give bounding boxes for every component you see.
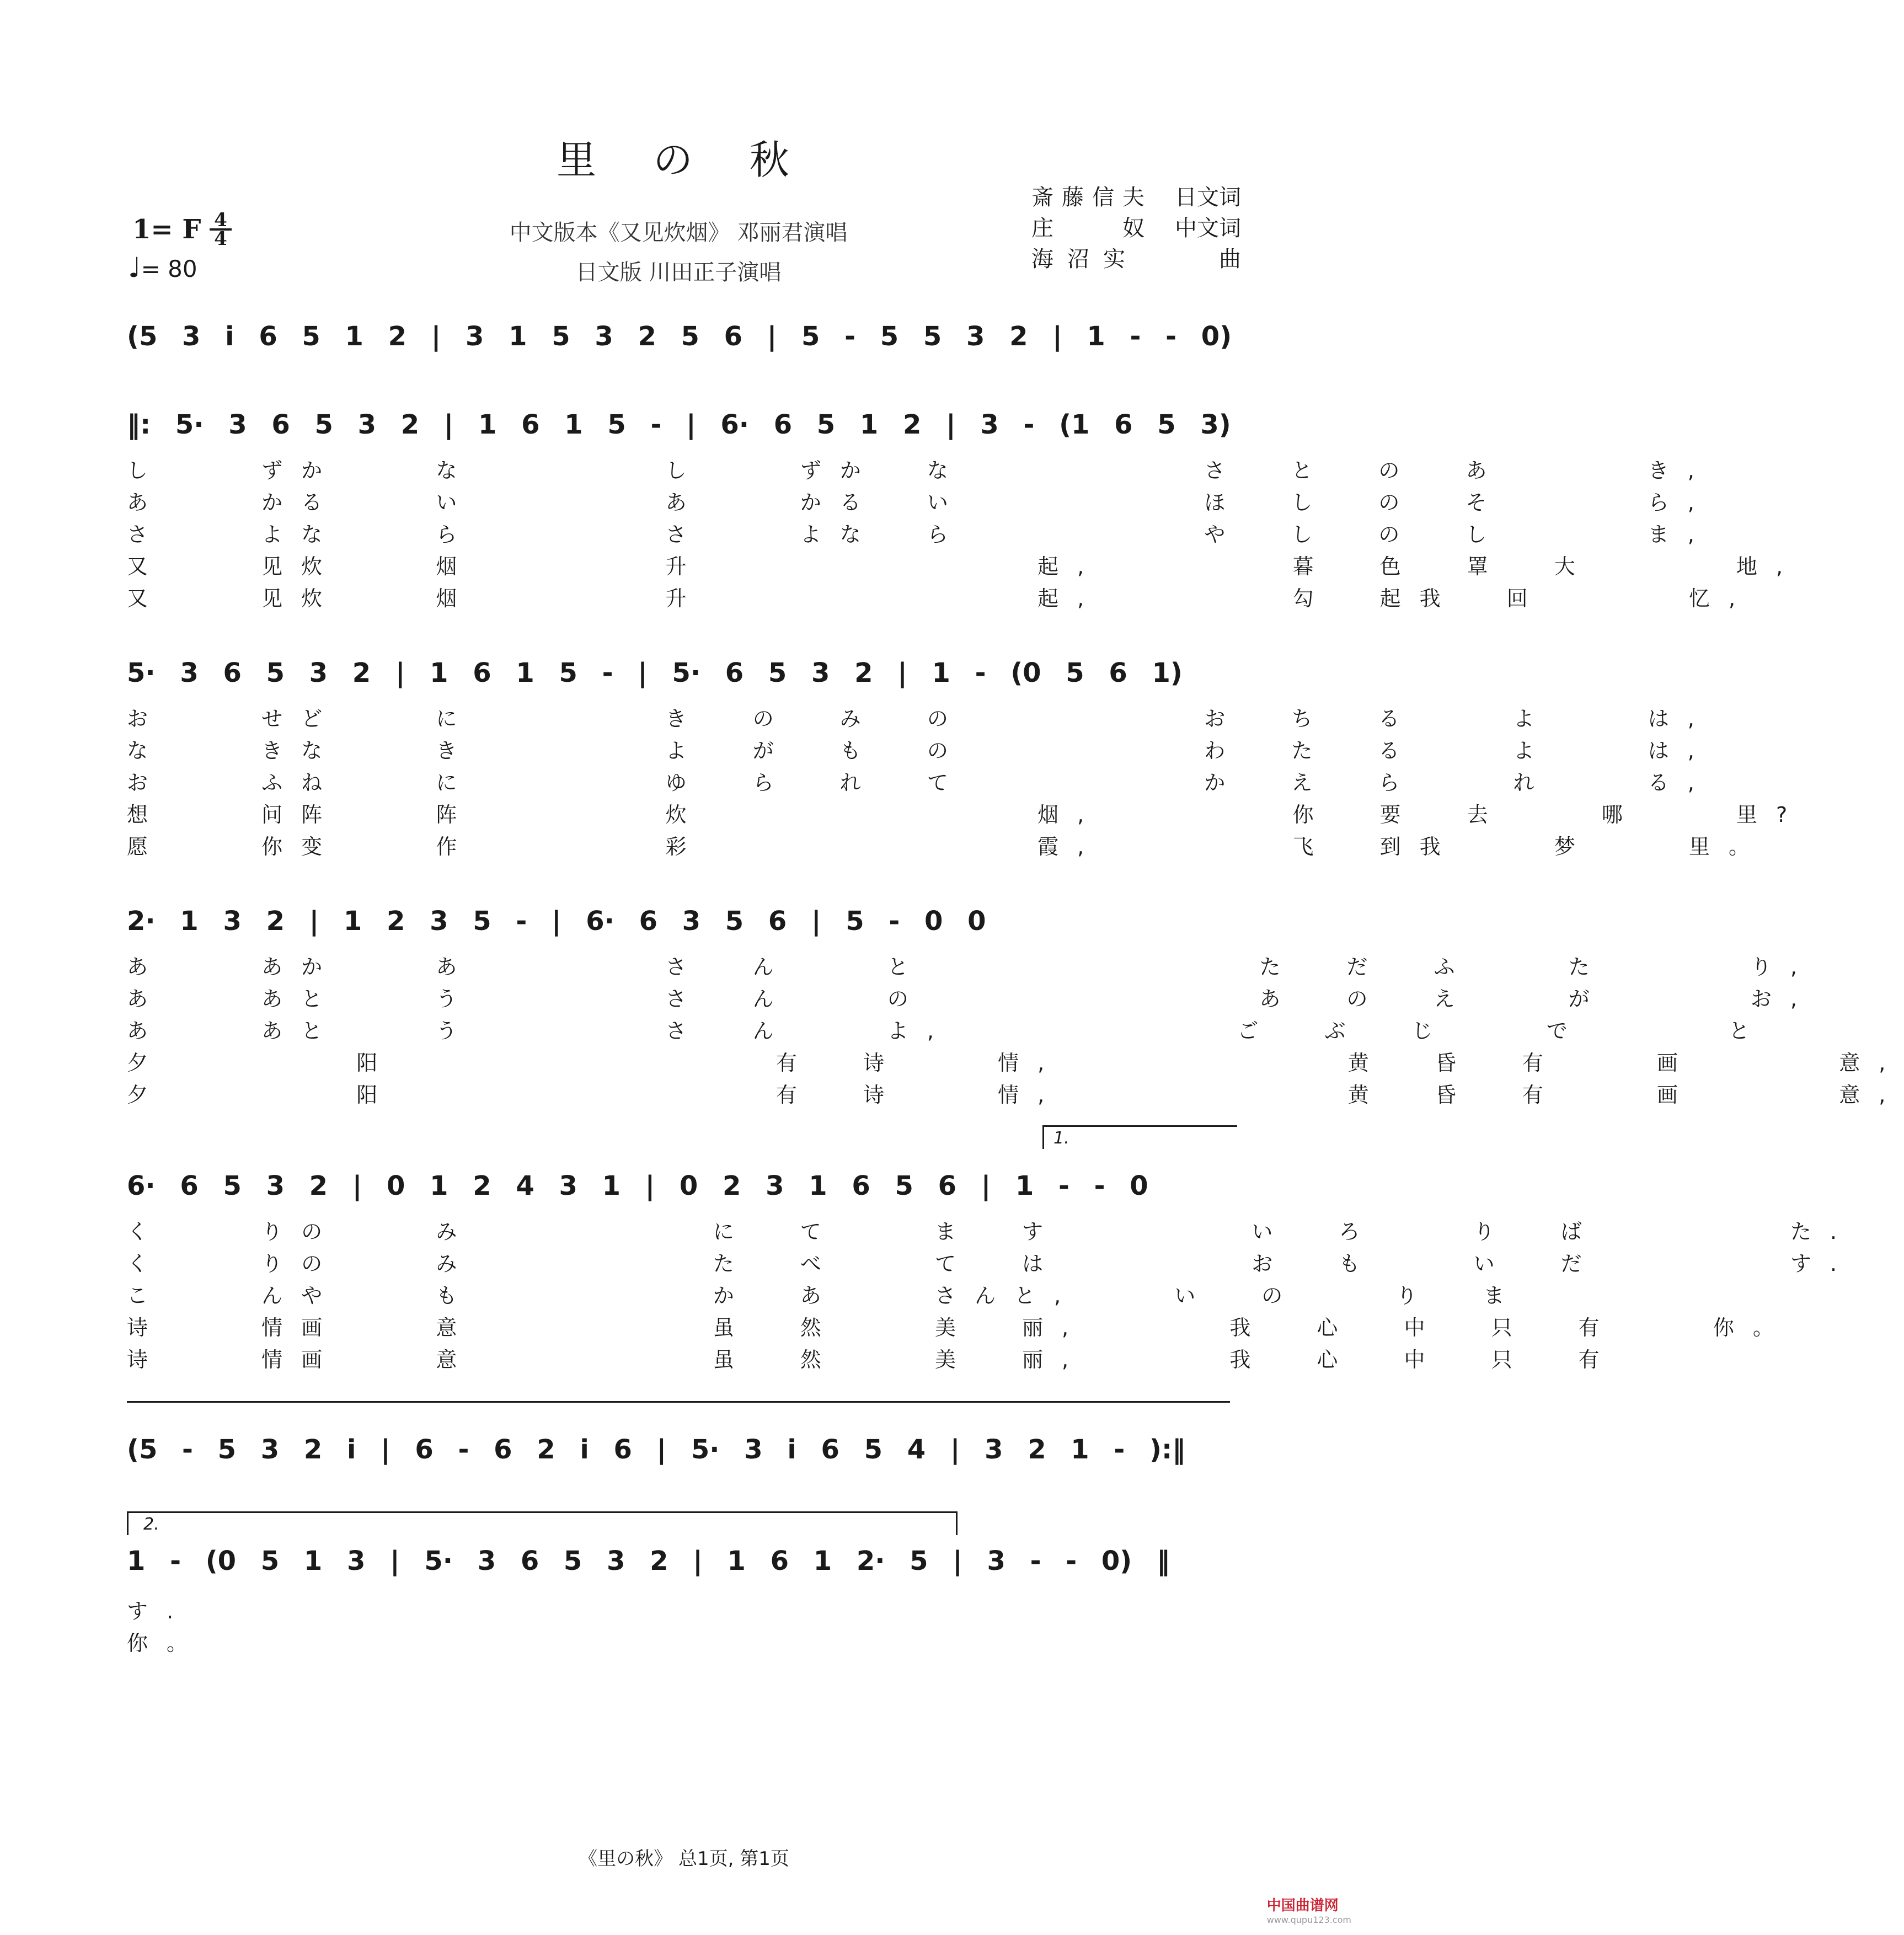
staff-line <box>127 1401 1230 1403</box>
notation-line: 5· 3 6 5 3 2 | 1 6 1 5 - | 5· 6 5 3 2 | 1 - (0 5 6 1) <box>127 658 1183 688</box>
key-signature: 1= F <box>132 214 201 245</box>
notation-line: 2· 1 3 2 | 1 2 3 5 - | 6· 6 3 5 6 | 5 - 0 0 <box>127 906 986 937</box>
lyric-chinese-1: 夕 阳 有 诗 情, 黄 昏 有 画 意, <box>127 1051 1904 1075</box>
lyric-verse-3: あ あと う さ ん よ, ご ぶ じ で と <box>127 1019 1768 1043</box>
lyric-verse-3: お ふね に ゆ ら れ て か え ら れ る, <box>127 771 1713 795</box>
japanese-version-note: 日文版 川田正子演唱 <box>575 260 782 285</box>
second-ending-label: 2. <box>143 1515 159 1534</box>
score-system-7 <box>127 1511 1236 1677</box>
lyric-verse-1: あ あか あ さ ん と た だ ふ た り, <box>127 955 1816 979</box>
second-ending-bracket <box>127 1511 958 1535</box>
lyric-verse-2: な きな き よ が も の わ た る よ は, <box>127 739 1713 763</box>
page-title: 里 の 秋 <box>557 137 811 183</box>
lyric-chinese-1: 想 问阵 阵 炊 烟, 你 要 去 哪 里? <box>127 803 1806 827</box>
notation-line: (5 3 i 6 5 1 2 | 3 1 5 3 2 5 6 | 5 - 5 5 3 2 | 1 - - 0) <box>127 321 1232 352</box>
notation-line: (5 - 5 3 2 i | 6 - 6 2 i 6 | 5· 3 i 6 5 4 | 3 2 1 - ):‖ <box>127 1434 1186 1465</box>
quarter-note-icon: ♩ <box>128 252 141 284</box>
credit-composer: 海 沼 实 曲 <box>1031 247 1241 272</box>
notation-line: ‖: 5· 3 6 5 3 2 | 1 6 1 5 - | 6· 6 5 1 2 | 3 - (1 6 5 3) <box>127 409 1231 440</box>
lyric-verse-2: あ あと う さ ん の あ の え が お, <box>127 987 1816 1011</box>
first-ending-bracket <box>1042 1125 1237 1149</box>
lyric-verse-end-2: 你。 <box>127 1631 207 1655</box>
chinese-version-note: 中文版本《又见炊烟》 邓丽君演唱 <box>509 220 848 245</box>
score-system-5 <box>127 1125 1856 1373</box>
lyric-verse-3: こ んや も か あ さんと, い の り ま <box>127 1284 1523 1308</box>
lyric-verse-2: あ かる い あ かる い ほ し の そ ら, <box>127 490 1713 515</box>
lyric-verse-1: く りの み に て ま す い ろ り ば た. <box>127 1220 1856 1244</box>
page-footer: 《里の秋》 总1页, 第1页 <box>579 1848 789 1870</box>
lyric-chinese-2: 愿 你变 作 彩 霞, 飞 到我 梦 里。 <box>127 835 1768 859</box>
lyric-verse-3: さ よな ら さ よな ら や し の し ま, <box>127 522 1713 547</box>
score-system-3 <box>127 651 1806 860</box>
lyric-chinese-2: 又 见炊 烟 升 起, 勾 起我 回 忆, <box>127 586 1755 611</box>
site-watermark: 中国曲谱网 www.qupu123.com <box>1266 1897 1351 1925</box>
lyric-verse-1: し ずか な し ずか な さ と の あ き, <box>127 458 1713 483</box>
score-system-6 <box>127 1401 1236 1473</box>
time-signature: 4 4 <box>210 212 232 247</box>
lyric-chinese-1: 又 见炊 烟 升 起, 暮 色 罩 大 地, <box>127 554 1802 579</box>
lyric-verse-1: お せど に き の み の お ち る よ は, <box>127 707 1713 731</box>
credit-lyricist-cn: 庄 奴 中文词 <box>1031 216 1241 241</box>
credit-lyricist-jp: 斎 藤 信 夫 日文词 <box>1031 185 1241 210</box>
score-system-1 <box>127 314 1236 364</box>
tempo-marking: ♩= 80 <box>128 252 197 284</box>
notation-line: 1 - (0 5 1 3 | 5· 3 6 5 3 2 | 1 6 1 2· 5 | 3 - - 0) ‖ <box>127 1546 1170 1576</box>
lyric-verse-2: く りの み た べ て は お も い だ す. <box>127 1252 1856 1276</box>
lyric-chinese-2: 诗 情画 意 虽 然 美 丽, 我 心 中 只 有 <box>127 1348 1618 1372</box>
lyric-chinese-2: 夕 阳 有 诗 情, 黄 昏 有 画 意, <box>127 1083 1904 1107</box>
score-system-2 <box>127 403 1802 612</box>
first-ending-label: 1. <box>1053 1129 1069 1148</box>
notation-line: 6· 6 5 3 2 | 0 1 2 4 3 1 | 0 2 3 1 6 5 6 | 1 - - 0 <box>127 1170 1148 1201</box>
score-system-4 <box>127 899 1904 1109</box>
lyric-chinese-1: 诗 情画 意 虽 然 美 丽, 我 心 中 只 有 你。 <box>127 1316 1793 1340</box>
lyric-verse-end-1: す. <box>127 1599 192 1623</box>
